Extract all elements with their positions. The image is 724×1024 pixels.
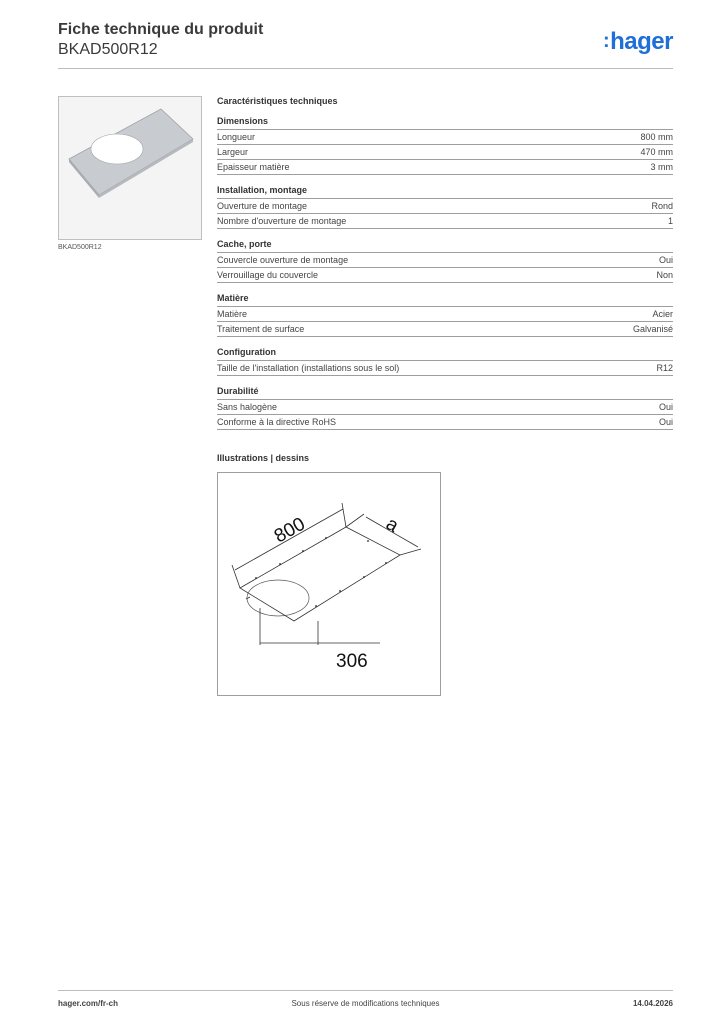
spec-value: Galvanisé: [632, 324, 673, 334]
footer-divider: [58, 990, 673, 991]
spec-value: 800 mm: [640, 132, 673, 142]
spec-row: [217, 199, 673, 214]
illustrations-heading: Illustrations | dessins: [217, 453, 310, 463]
spec-row: [217, 322, 673, 337]
spec-value: Acier: [652, 309, 673, 319]
spec-group-title: Cache, porte: [217, 239, 673, 253]
spec-row: [217, 145, 673, 160]
spec-value: Rond: [651, 201, 673, 211]
spec-row: [217, 160, 673, 175]
spec-value: Oui: [658, 255, 673, 265]
spec-group-title: Dimensions: [217, 116, 673, 130]
spec-row: [217, 214, 673, 229]
footer-date: 14.04.2026: [632, 999, 673, 1008]
page-title: Fiche technique du produit: [58, 21, 264, 38]
specs-panel: [217, 96, 673, 430]
header-divider: [58, 68, 673, 69]
spec-label: Verrouillage du couvercle: [217, 270, 319, 280]
spec-row: [217, 268, 673, 283]
spec-group-title: Matière: [217, 293, 673, 307]
spec-label: Traitement de surface: [217, 324, 305, 334]
footer-website-link[interactable]: hager.com/fr-ch: [58, 999, 119, 1008]
hole-dimension-label: 306: [336, 651, 368, 672]
spec-group-title: Configuration: [217, 347, 673, 361]
spec-label: Epaisseur matière: [217, 162, 290, 172]
spec-value: Oui: [658, 417, 673, 427]
product-reference: BKAD500R12: [58, 41, 158, 58]
spec-row: [217, 130, 673, 145]
spec-row: [217, 400, 673, 415]
spec-value: R12: [656, 363, 673, 373]
technical-drawing: [218, 473, 440, 695]
spec-row: [217, 253, 673, 268]
spec-label: Largeur: [217, 147, 249, 157]
specs-heading: Caractéristiques techniques: [217, 96, 338, 106]
width-dimension-label: a: [382, 513, 402, 537]
product-caption: BKAD500R12: [58, 244, 102, 251]
spec-group-title: Installation, montage: [217, 185, 673, 199]
dimension-drawing: [217, 472, 441, 696]
spec-label: Ouverture de montage: [217, 201, 308, 211]
spec-group-material: [217, 293, 673, 337]
spec-label: Matière: [217, 309, 248, 319]
spec-group-configuration: [217, 347, 673, 376]
spec-label: Sans halogène: [217, 402, 278, 412]
spec-label: Nombre d'ouverture de montage: [217, 216, 347, 226]
spec-group-durability: [217, 386, 673, 430]
spec-value: 1: [667, 216, 673, 226]
spec-row: [217, 307, 673, 322]
spec-group-title: Durabilité: [217, 386, 673, 400]
spec-label: Couvercle ouverture de montage: [217, 255, 349, 265]
spec-label: Conforme à la directive RoHS: [217, 417, 337, 427]
spec-label: Taille de l'installation (installations sous le sol): [217, 363, 400, 373]
spec-row: [217, 415, 673, 430]
spec-row: [217, 361, 673, 376]
brand-logo-text: hager: [610, 28, 673, 55]
footer-notice: Sous réserve de modifications techniques: [291, 999, 440, 1008]
spec-value: 3 mm: [650, 162, 673, 172]
product-image: [58, 96, 202, 240]
product-plate-illustration: [59, 97, 201, 239]
spec-value: 470 mm: [640, 147, 673, 157]
spec-value: Non: [656, 270, 673, 280]
page-header: [58, 20, 673, 68]
spec-group-dimensions: [217, 116, 673, 175]
spec-group-installation: [217, 185, 673, 229]
length-dimension-label: 800: [270, 513, 309, 548]
spec-label: Longueur: [217, 132, 256, 142]
spec-group-cover: [217, 239, 673, 283]
spec-value: Oui: [658, 402, 673, 412]
brand-logo[interactable]: :hager: [602, 28, 673, 55]
